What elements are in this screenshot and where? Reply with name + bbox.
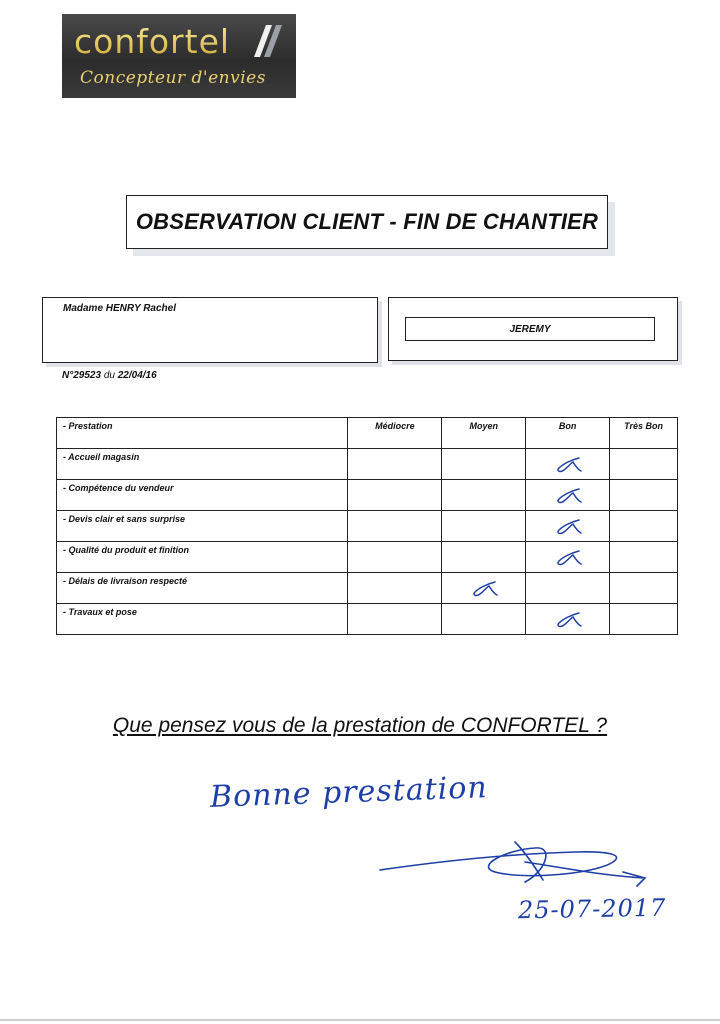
rating-cell <box>610 480 678 511</box>
scan-edge-line <box>0 1019 720 1021</box>
rating-cell <box>526 480 610 511</box>
handwritten-signature <box>375 832 655 892</box>
check-mark-icon <box>553 609 583 629</box>
form-title: OBSERVATION CLIENT - FIN DE CHANTIER <box>135 209 599 234</box>
rating-cell <box>610 511 678 542</box>
row-label: - Compétence du vendeur <box>57 480 348 511</box>
order-prefix: N° <box>62 370 74 381</box>
order-date: 22/04/16 <box>117 370 157 381</box>
rating-cell <box>610 449 678 480</box>
rating-cell <box>348 480 442 511</box>
rating-cell <box>442 573 526 604</box>
order-du: du <box>103 370 115 381</box>
evaluation-table <box>56 417 678 635</box>
logo-brand-text: confortel <box>74 22 231 61</box>
rating-cell <box>348 573 442 604</box>
col-header-bon: Bon <box>526 418 610 449</box>
logo-tagline: Concepteur d'envies <box>80 68 266 88</box>
logo-slash-mark <box>252 23 284 59</box>
row-label: - Qualité du produit et finition <box>57 542 348 573</box>
client-box <box>42 297 378 363</box>
rating-cell <box>526 449 610 480</box>
row-label: - Devis clair et sans surprise <box>57 511 348 542</box>
technician-name: JEREMY <box>405 317 655 341</box>
table-row <box>57 542 678 573</box>
rating-cell <box>526 542 610 573</box>
row-label: - Travaux et pose <box>57 604 348 635</box>
rating-cell <box>348 449 442 480</box>
row-label: - Délais de livraison respecté <box>57 573 348 604</box>
feedback-question: Que pensez vous de la prestation de CONFORTEL ? <box>112 714 608 737</box>
check-mark-icon <box>553 454 583 474</box>
rating-cell <box>526 573 610 604</box>
check-mark-icon <box>553 516 583 536</box>
rating-cell <box>610 604 678 635</box>
rating-cell <box>348 542 442 573</box>
rating-cell <box>348 511 442 542</box>
table-row <box>57 511 678 542</box>
table-row <box>57 573 678 604</box>
form-title-box <box>126 195 608 249</box>
rating-cell <box>526 604 610 635</box>
rating-cell <box>442 604 526 635</box>
col-header-mediocre: Médiocre <box>348 418 442 449</box>
rating-cell <box>526 511 610 542</box>
order-reference <box>62 370 157 381</box>
check-mark-icon <box>553 485 583 505</box>
table-row <box>57 604 678 635</box>
check-mark-icon <box>553 547 583 567</box>
rating-cell <box>610 573 678 604</box>
rating-cell <box>442 542 526 573</box>
table-row <box>57 480 678 511</box>
col-header-tres-bon: Très Bon <box>610 418 678 449</box>
handwritten-comment: Bonne prestation <box>209 770 489 815</box>
table-row <box>57 449 678 480</box>
check-mark-icon <box>469 578 499 598</box>
row-label: - Accueil magasin <box>57 449 348 480</box>
technician-box <box>388 297 678 361</box>
col-header-moyen: Moyen <box>442 418 526 449</box>
rating-cell <box>442 480 526 511</box>
client-name: Madame HENRY Rachel <box>63 303 177 314</box>
confortel-logo <box>62 14 296 98</box>
rating-cell <box>442 511 526 542</box>
table-header-row <box>57 418 678 449</box>
col-header-prestation: - Prestation <box>57 418 348 449</box>
rating-cell <box>348 604 442 635</box>
order-number: 29523 <box>73 370 102 381</box>
rating-cell <box>610 542 678 573</box>
handwritten-date: 25-07-2017 <box>517 893 667 925</box>
rating-cell <box>442 449 526 480</box>
